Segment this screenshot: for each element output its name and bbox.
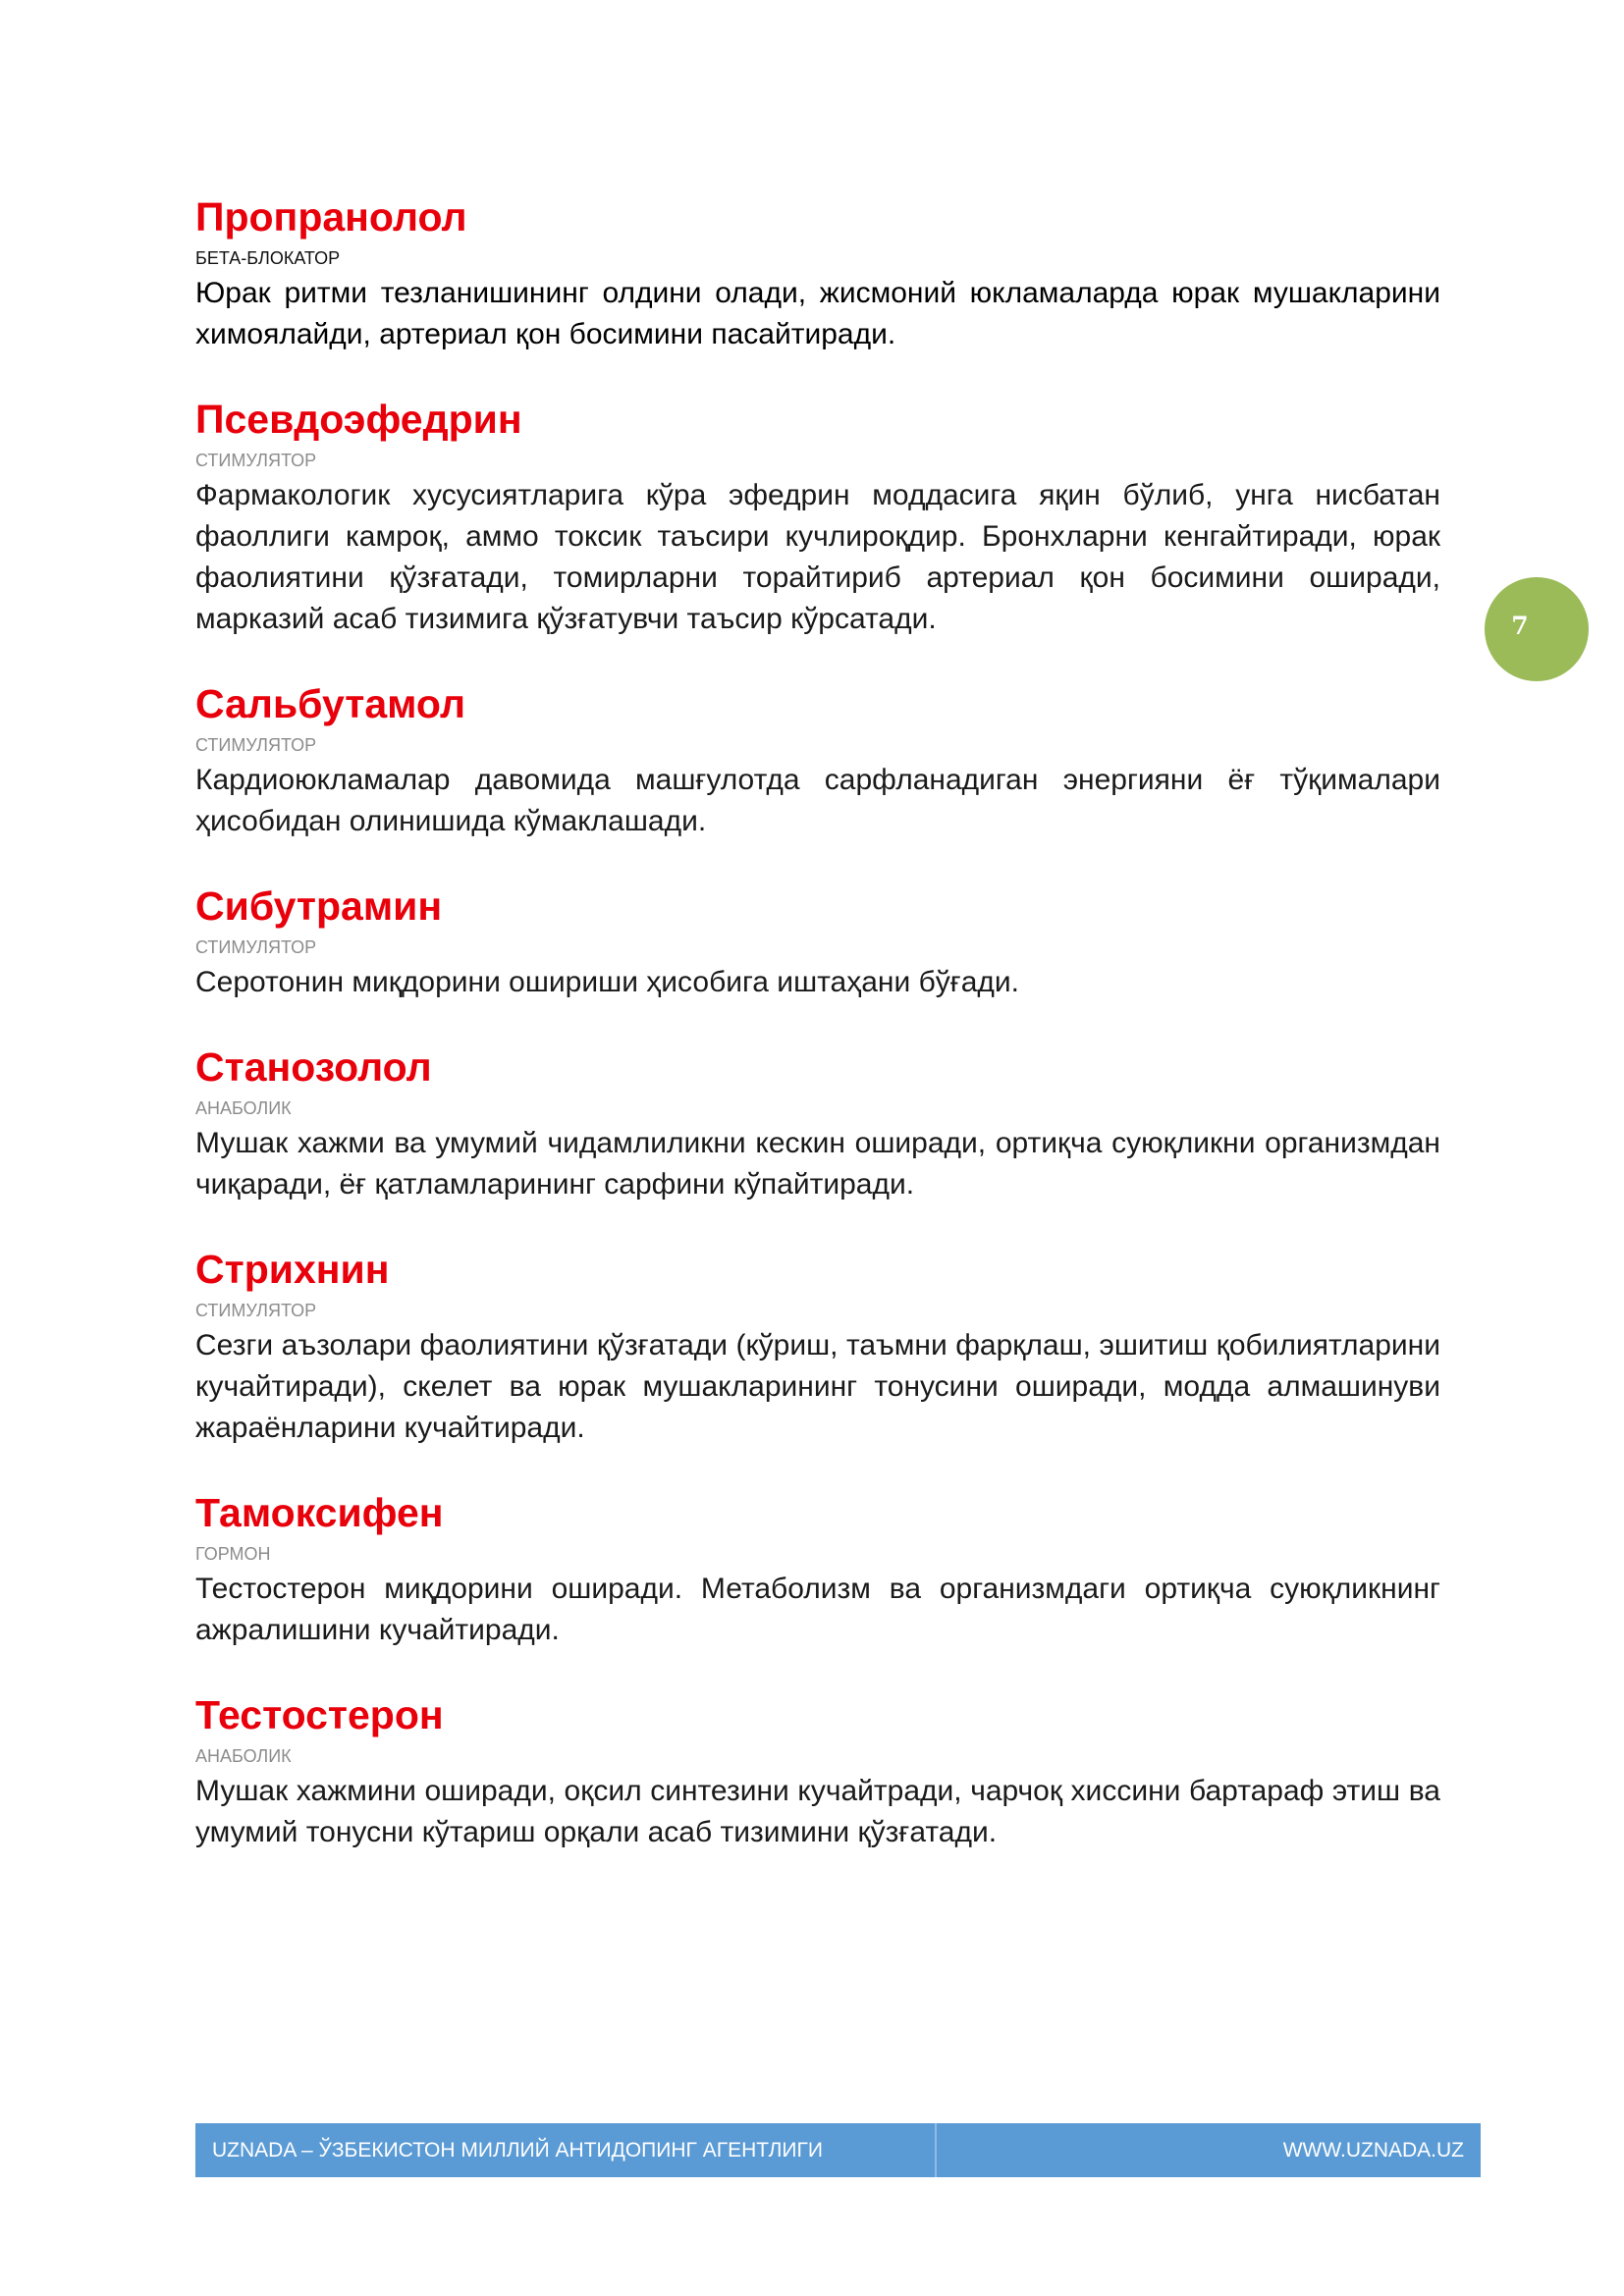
- page-number: 7: [1511, 611, 1529, 640]
- entry-strychnine: [195, 1245, 1440, 1449]
- entry-description: Тестостерон миқдорини оширади. Метаболизм ва организмдаги ортиқча суюқликнинг ажралишини кучайтиради.: [195, 1573, 1440, 1646]
- entry-title: Тамоксифен: [195, 1490, 444, 1535]
- entry-category: БЕТА-БЛОКАТОР: [195, 248, 341, 268]
- entry-testosterone: [195, 1690, 1440, 1853]
- document-body: [195, 192, 1440, 1893]
- entry-title: Пропранолол: [195, 194, 467, 240]
- entry-sibutramine: [195, 881, 1440, 1003]
- footer-website: WWW.UZNADA.UZ: [1282, 2139, 1464, 2162]
- entry-category: СТИМУЛЯТОР: [195, 937, 317, 957]
- footer-divider: [935, 2123, 937, 2177]
- entry-category: СТИМУЛЯТОР: [195, 1301, 317, 1320]
- entry-category: СТИМУЛЯТОР: [195, 451, 317, 470]
- entry-title: Тестостерон: [195, 1692, 444, 1737]
- entry-category: ГОРМОН: [195, 1544, 271, 1564]
- entry-propranolol: [195, 192, 1440, 355]
- entry-salbutamol: [195, 679, 1440, 842]
- entry-title: Сальбутамол: [195, 681, 465, 726]
- entry-description: Мушак хажмини оширади, оқсил синтезини кучайтради, чарчоқ хиссини бартараф этиш ва умумий тонусни кўтариш орқали асаб тизимини қўзғатади.: [195, 1775, 1440, 1848]
- entry-title: Стрихнин: [195, 1247, 390, 1292]
- entry-description: Серотонин миқдорини ошириши ҳисобига иштаҳани бўғади.: [195, 966, 1019, 998]
- entry-title: Станозолол: [195, 1044, 432, 1090]
- entry-description: Юрак ритми тезланишининг олдини олади, жисмоний юкламаларда юрак мушакларини химоялайди, артериал қон босимини пасайтиради.: [195, 277, 1440, 350]
- entry-title: Псевдоэфедрин: [195, 397, 522, 442]
- entry-tamoxifen: [195, 1488, 1440, 1651]
- entry-category: АНАБОЛИК: [195, 1746, 292, 1766]
- footer-bar: [195, 2123, 1481, 2177]
- footer-organization: UZNADA – ЎЗБЕКИСТОН МИЛЛИЙ АНТИДОПИНГ АГЕНТЛИГИ: [212, 2139, 823, 2162]
- entry-category: АНАБОЛИК: [195, 1098, 292, 1118]
- entry-title: Сибутрамин: [195, 883, 443, 929]
- entry-stanozolol: [195, 1042, 1440, 1205]
- entry-pseudoephedrine: [195, 395, 1440, 640]
- entry-category: СТИМУЛЯТОР: [195, 735, 317, 755]
- entry-description: Фармакологик хусусиятларига кўра эфедрин моддасига яқин бўлиб, унга нисбатан фаоллиги камроқ, аммо токсик таъсири кучлироқдир. Бронхларни кенгайтиради, юрак фаолиятини қўзғатади, томирларни торайтириб артериал қон босимини оширади, марказий асаб тизимига қўзғатувчи таъсир кўрсатади.: [195, 479, 1440, 635]
- entry-description: Сезги аъзолари фаолиятини қўзғатади (кўриш, таъмни фарқлаш, эшитиш қобилиятларини кучайтиради), скелет ва юрак мушакларининг тонусини оширади, модда алмашинуви жараёнларини кучайтиради.: [195, 1329, 1440, 1444]
- entry-description: Кардиоюкламалар давомида машғулотда сарфланадиган энергияни ёғ тўқималари ҳисобидан олинишида кўмаклашади.: [195, 764, 1440, 837]
- entry-description: Мушак хажми ва умумий чидамлиликни кескин оширади, ортиқча суюқликни организмдан чиқаради, ёғ қатламларининг сарфини кўпайтиради.: [195, 1127, 1440, 1201]
- page-number-badge: [1485, 577, 1589, 681]
